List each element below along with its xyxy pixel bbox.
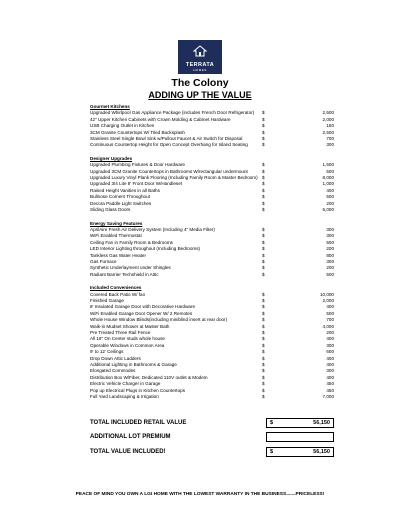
feature-currency: $: [262, 317, 265, 323]
feature-amount: 2,000: [322, 116, 334, 122]
feature-label: Whole House Window Blinds(including miniblind insert at rear door): [90, 317, 228, 323]
feature-currency: $: [262, 258, 265, 264]
page-title: The Colony: [171, 77, 229, 89]
feature-amount: 400: [326, 355, 334, 361]
feature-currency: $: [262, 207, 265, 213]
total-value-label: TOTAL VALUE INCLUDED!: [90, 449, 166, 455]
feature-amount: 300: [326, 226, 334, 232]
feature-label: Pre Treated Three Rail Fence: [90, 330, 151, 335]
feature-amount: 500: [326, 239, 334, 245]
feature-label: Sliding Glass Doors: [90, 207, 131, 213]
feature-amount: 200: [326, 246, 334, 252]
feature-currency: $: [262, 136, 265, 142]
section-heading: Energy Saving Features: [90, 220, 143, 226]
feature-amount: 2,000: [322, 297, 334, 303]
feature-amount: 300: [326, 368, 334, 374]
feature-amount: 450: [326, 387, 334, 393]
feature-amount: 4,000: [322, 323, 334, 329]
feature-currency: $: [262, 187, 265, 193]
feature-label: AprilAire Fresh Air Delivery System (Including 4" Media Filter): [90, 226, 215, 232]
feature-currency: $: [262, 304, 265, 310]
feature-label: Drop Down Attic Ladders: [90, 355, 141, 361]
feature-label: Upgraded Plumbing Fixtures & Door Hardware: [90, 162, 185, 168]
feature-amount: 700: [326, 317, 334, 323]
feature-currency: $: [262, 342, 265, 348]
feature-amount: 400: [326, 187, 334, 193]
feature-amount: 500: [326, 271, 334, 277]
feature-amount: 800: [326, 252, 334, 258]
feature-label: Walk-in Mudset Shower at Master Bath: [90, 323, 170, 329]
total-value-box: [266, 447, 334, 457]
feature-currency: $: [262, 246, 265, 252]
feature-label: Full Yard Landscaping & Irrigation: [90, 394, 159, 400]
feature-currency: $: [262, 142, 265, 148]
feature-sections: [90, 104, 334, 407]
feature-label: Upgraded Whirlpool Gas Appliance Package (includes French Door Refrigerator): [90, 110, 255, 116]
page-subtitle: ADDING UP THE VALUE: [148, 90, 252, 100]
feature-currency: $: [262, 252, 265, 258]
feature-currency: $: [262, 265, 265, 271]
feature-amount: 400: [326, 362, 334, 368]
feature-amount: 150: [326, 123, 334, 129]
feature-label: Electric Vehicle Charger in Garage: [90, 381, 161, 387]
feature-amount: 2,500: [322, 129, 334, 135]
total-value-currency: $: [270, 449, 274, 455]
feature-label: Synthetic Underlayment under Shingles: [90, 265, 171, 271]
feature-amount: 500: [326, 310, 334, 316]
house-icon: [193, 45, 207, 57]
feature-label: Tankless Gas Water Heater: [90, 252, 146, 258]
section-heading: Gourmet Kitchens: [90, 104, 130, 109]
feature-label: Gas Furnace: [90, 258, 117, 264]
feature-currency: $: [262, 394, 265, 400]
feature-section: [90, 285, 334, 400]
feature-label: 8' Insulated Garage Door with Decorative Hardware: [90, 304, 196, 310]
feature-amount: 2,500: [322, 110, 334, 116]
retail-total-currency: $: [270, 420, 274, 426]
feature-currency: $: [262, 194, 265, 200]
feature-amount: 1,500: [322, 162, 334, 168]
feature-amount: 8,000: [322, 175, 334, 181]
feature-label: Stainless Steel Single Bowl Sink w/Pullout Faucet & Air Switch for Disposal: [90, 136, 243, 142]
feature-amount: 700: [326, 136, 334, 142]
feature-currency: $: [262, 362, 265, 368]
section-heading: Designer Upgrades: [90, 155, 133, 161]
feature-amount: 200: [326, 330, 334, 335]
feature-currency: $: [262, 239, 265, 245]
feature-label: 42" Upper Kitchen Cabinets with Crown Molding & Cabinet Hardware: [90, 116, 231, 122]
feature-currency: $: [262, 310, 265, 316]
feature-currency: $: [262, 200, 265, 206]
feature-amount: 200: [326, 265, 334, 271]
feature-label: Radiant Barrier Techshield in Attic: [90, 271, 159, 277]
terrata-homes-logo: [178, 40, 222, 74]
feature-amount: 500: [326, 194, 334, 200]
feature-label: USB Charging Outlet in Kitchen: [90, 123, 155, 129]
feature-label: Covered Back Patio W/ fan: [90, 291, 146, 297]
feature-currency: $: [262, 330, 265, 335]
feature-currency: $: [262, 116, 265, 122]
feature-label: Pop up Electrical Plugs in Kitchen Countertops: [90, 387, 185, 393]
logo-brand-text: TERRATA: [185, 62, 215, 68]
feature-label: Finished Garage: [90, 297, 124, 303]
feature-currency: $: [262, 181, 265, 187]
feature-label: All 16" On Center studs whole house: [90, 336, 165, 342]
feature-currency: $: [262, 297, 265, 303]
feature-currency: $: [262, 368, 265, 374]
feature-section: [90, 221, 334, 279]
feature-label: Ceiling Fan in Family Room & Bedrooms: [90, 239, 173, 245]
feature-label: Upgraded 3/4 Lite 8' Front Door W/Handleset: [90, 181, 183, 187]
feature-currency: $: [262, 110, 265, 116]
lot-premium-box: [266, 432, 334, 442]
feature-amount: 400: [326, 336, 334, 342]
feature-amount: 400: [326, 374, 334, 380]
feature-amount: 7,000: [322, 394, 334, 400]
total-value-row: [90, 447, 336, 457]
feature-currency: $: [262, 387, 265, 393]
feature-label: Raised Height Vanities in all Baths: [90, 187, 160, 193]
feature-row: [90, 142, 334, 148]
feature-label: Operable Windows in Common Area: [90, 342, 165, 348]
feature-label: 9' to 12' Ceilings: [90, 349, 124, 355]
feature-currency: $: [262, 226, 265, 232]
feature-currency: $: [262, 323, 265, 329]
retail-total-label: TOTAL INCLUDED RETAIL VALUE: [90, 420, 187, 426]
feature-row: [90, 207, 334, 213]
feature-amount: 300: [326, 233, 334, 239]
retail-total-amount: 56,150: [313, 420, 330, 426]
lot-premium-label: ADDITIONAL LOT PREMIUM: [90, 434, 171, 440]
feature-label: WiFi Enabled Garage Door Opener W/ 2 Remotes: [90, 310, 193, 316]
feature-currency: $: [262, 355, 265, 361]
feature-currency: $: [262, 336, 265, 342]
feature-label: Bullnose Corners Throughout: [90, 194, 150, 200]
footer-tagline: PEACE OF MIND YOU OWN A LGI HOME WITH THE LOWEST WARRANTY IN THE BUSINESS.......PRICELESS!: [75, 492, 325, 497]
retail-total-box: [266, 418, 334, 428]
feature-currency: $: [262, 374, 265, 380]
feature-amount: 400: [326, 304, 334, 310]
feature-amount: 300: [326, 258, 334, 264]
section-heading: Included Conveniences: [90, 285, 142, 291]
feature-amount: 1,000: [322, 181, 334, 187]
feature-currency: $: [262, 175, 265, 181]
feature-label: Upgraded Luxury Vinyl Plank Flooring (Including Family Room & Master Bedroom): [90, 175, 258, 181]
feature-row: [90, 394, 334, 400]
feature-label: LED Interior Lighting throughout (Including Bedrooms): [90, 246, 201, 252]
feature-currency: $: [262, 129, 265, 135]
feature-currency: $: [262, 381, 265, 387]
feature-amount: 500: [326, 168, 334, 174]
feature-currency: $: [262, 271, 265, 277]
feature-label: Continuous Countertop Height for Open Concept Overhang for Island Seating: [90, 142, 248, 148]
feature-currency: $: [262, 162, 265, 168]
feature-section: [90, 156, 334, 214]
feature-amount: 600: [326, 349, 334, 355]
feature-amount: 5,000: [322, 207, 334, 213]
retail-total-row: [90, 418, 336, 428]
feature-currency: $: [262, 233, 265, 239]
feature-label: WiFi Enabled Thermostat: [90, 233, 142, 239]
feature-amount: 200: [326, 200, 334, 206]
feature-amount: 450: [326, 381, 334, 387]
feature-label: Upgraded 3CM Granite Countertops in Bathrooms W/rectangular undermount: [90, 168, 248, 174]
feature-amount: 10,000: [319, 291, 334, 297]
feature-amount: 300: [326, 142, 334, 148]
lot-premium-row: [90, 432, 336, 442]
feature-section: [90, 104, 334, 149]
feature-row: [90, 272, 334, 278]
logo-sub-text: HOMES: [193, 68, 207, 72]
feature-label: Decora Paddle Light Switches: [90, 200, 152, 206]
feature-currency: $: [262, 123, 265, 129]
total-value-amount: 56,150: [313, 449, 330, 455]
feature-label: 3CM Granite Countertops W/ Tiled Backsplash: [90, 129, 185, 135]
feature-currency: $: [262, 291, 265, 297]
feature-amount: 300: [326, 342, 334, 348]
feature-label: Additional Lighting in Bathrooms & Garage: [90, 362, 177, 368]
feature-currency: $: [262, 168, 265, 174]
feature-currency: $: [262, 349, 265, 355]
feature-label: Elongated Commodes: [90, 368, 136, 374]
feature-label: Distribution Box W/Fiber, Dedicated 110V outlet & Modem: [90, 374, 208, 380]
